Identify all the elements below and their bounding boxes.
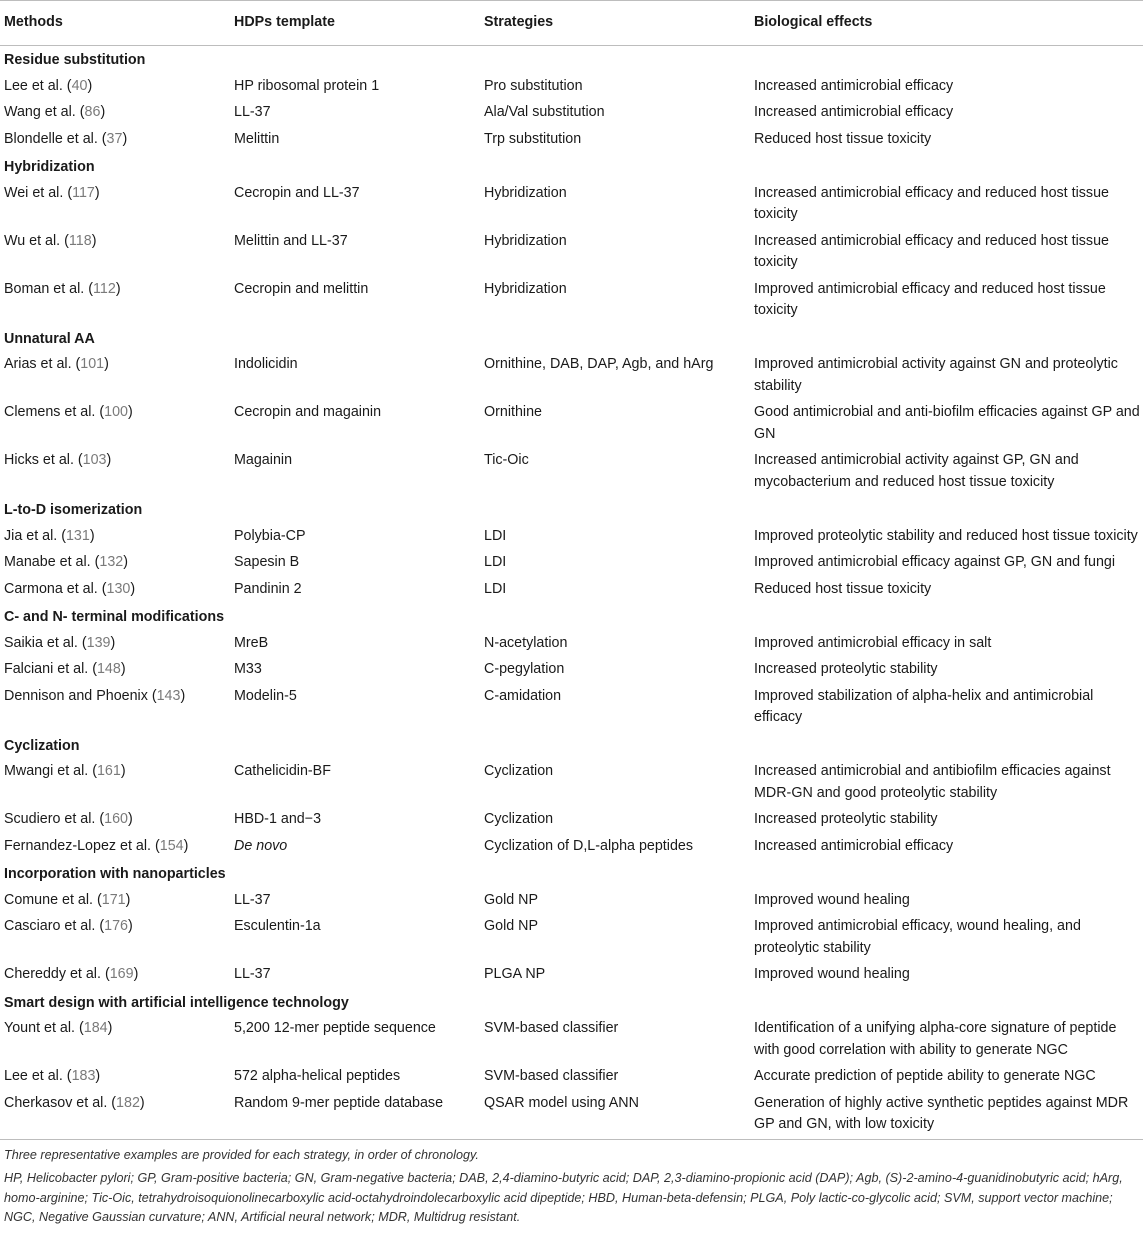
cell-effect: Increased proteolytic stability (754, 811, 938, 827)
cell-effect: Increased antimicrobial and antibiofilm efficacies against MDR-GN and good proteolytic stability (754, 763, 1111, 801)
author-text: Fernandez-Lopez et al. (4, 837, 152, 854)
cell-method: Wei et al. (117) (4, 184, 100, 201)
header-row (0, 1, 1143, 46)
author-text: Arias et al. (4, 356, 72, 372)
cell-template: LL-37 (234, 104, 271, 120)
cell-template: Melittin and LL-37 (234, 232, 348, 249)
cell-effect: Improved wound healing (754, 966, 910, 982)
table-row (0, 962, 1143, 989)
cell-method: Manabe et al. (132) (4, 554, 128, 570)
footnote-note: Three representative examples are provided for each strategy, in order of chronology. (4, 1147, 479, 1162)
reference-link[interactable]: 154 (159, 837, 184, 854)
author-text: Manabe et al. (4, 554, 91, 570)
cell-strategy: SVM-based classifier (484, 1068, 619, 1084)
cell-strategy: C-amidation (484, 687, 562, 704)
reference-link[interactable]: 101 (80, 356, 105, 372)
author-text: Clemens et al. (4, 404, 96, 420)
table-row (0, 1091, 1143, 1139)
cell-effect: Increased antimicrobial activity against GP, GN and mycobacterium and reduced host tissue toxicity (754, 452, 1079, 490)
cell-template: Melittin (234, 130, 280, 147)
cell-method: Carmona et al. (130) (4, 580, 136, 597)
author-text: Carmona et al. (4, 580, 98, 597)
cell-template: Sapesin B (234, 554, 300, 570)
author-text: Cherkasov et al. (4, 1094, 108, 1111)
author-text: Falciani et al. (4, 661, 89, 677)
cell-method: Chereddy et al. (169) (4, 966, 139, 982)
reference-link[interactable]: 132 (99, 554, 124, 570)
cell-strategy: Ornithine (484, 404, 543, 420)
section-header-row (0, 153, 1143, 181)
table-footnotes (0, 1139, 1143, 1228)
section-header-row (0, 325, 1143, 353)
table-row (0, 229, 1143, 277)
cell-template: HBD-1 and−3 (234, 811, 322, 827)
reference-link[interactable]: 112 (93, 280, 116, 297)
reference-link[interactable]: 184 (83, 1020, 108, 1036)
table-row (0, 448, 1143, 496)
cell-effect: Good antimicrobial and anti-biofilm efficacies against GP and GN (754, 404, 1140, 442)
cell-method: Boman et al. (112) (4, 280, 121, 297)
section-header-row (0, 860, 1143, 888)
section-title: Cyclization (4, 737, 80, 754)
author-text: Scudiero et al. (4, 811, 96, 827)
cell-strategy: Cyclization (484, 811, 554, 827)
cell-effect: Improved proteolytic stability and reduced host tissue toxicity (754, 527, 1138, 544)
cell-method: Casciaro et al. (176) (4, 918, 133, 934)
reference-link[interactable]: 161 (96, 763, 121, 779)
cell-method: Arias et al. (101) (4, 356, 109, 372)
table-row (0, 127, 1143, 154)
cell-template: M33 (234, 661, 262, 677)
cell-effect: Increased antimicrobial efficacy (754, 837, 954, 854)
author-text: Wei et al. (4, 184, 64, 201)
author-text: Comune et al. (4, 891, 94, 908)
reference-link[interactable]: 148 (96, 661, 121, 677)
cell-template: Modelin-5 (234, 687, 297, 704)
cell-template: 572 alpha-helical peptides (234, 1068, 401, 1084)
author-text: Blondelle et al. (4, 130, 98, 147)
cell-strategy: SVM-based classifier (484, 1020, 619, 1036)
cell-strategy: Cyclization of D,L-alpha peptides (484, 837, 694, 854)
cell-effect: Identification of a unifying alpha-core signature of peptide with good correlation with ability to generate NGC (754, 1020, 1117, 1058)
table-row (0, 834, 1143, 861)
cell-strategy: Ornithine, DAB, DAP, Agb, and hArg (484, 356, 714, 372)
author-text: Jia et al. (4, 527, 58, 544)
author-text: Chereddy et al. (4, 966, 101, 982)
cell-effect: Accurate prediction of peptide ability to generate NGC (754, 1068, 1096, 1084)
author-text: Mwangi et al. (4, 763, 89, 779)
author-text: Wu et al. (4, 232, 61, 249)
section-header-row (0, 603, 1143, 631)
cell-method: Hicks et al. (103) (4, 452, 112, 468)
cell-strategy: N-acetylation (484, 634, 568, 651)
cell-method: Lee et al. (40) (4, 77, 93, 94)
cell-template: Cecropin and magainin (234, 404, 382, 420)
table-row (0, 550, 1143, 577)
cell-strategy: Gold NP (484, 891, 539, 908)
cell-effect: Improved antimicrobial activity against GN and proteolytic stability (754, 356, 1118, 394)
cell-method: Saikia et al. (139) (4, 634, 116, 651)
cell-template: HP ribosomal protein 1 (234, 77, 380, 94)
reference-link[interactable]: 171 (101, 891, 126, 908)
cell-template: De novo (234, 837, 288, 854)
cell-strategy: Hybridization (484, 280, 567, 297)
cell-method: Scudiero et al. (160) (4, 811, 133, 827)
section-title: C- and N- terminal modifications (4, 609, 225, 625)
cell-strategy: LDI (484, 554, 507, 570)
author-text: Dennison and Phoenix (4, 687, 148, 704)
author-text: Hicks et al. (4, 452, 74, 468)
table-row (0, 684, 1143, 732)
cell-strategy: Ala/Val substitution (484, 104, 605, 120)
cell-strategy: Gold NP (484, 918, 539, 934)
cell-strategy: QSAR model using ANN (484, 1094, 639, 1111)
cell-method: Jia et al. (131) (4, 527, 95, 544)
footnote-abbreviations: HP, Helicobacter pylori; GP, Gram-positive bacteria; GN, Gram-negative bacteria; DAB, 2,4-diamino-butyric acid; DAP, 2,3-diamino-propionic acid (DAP); Agb, (S)-2-amino-4-guanidinobutyric acid; hArg, homo-arginine; Tic-Oic, tetrahydroisoquionolinecarboxylic acid-octahydroindolecarboxylic acid dipeptide; HBD, Human-beta-defensin; PLGA, Poly lactic-co-glycolic acid; SVM, support vector machine; NGC, Negative Gaussian curvature; ANN, Artificial neural network; MDR, Multidrug resistant. (4, 1171, 1123, 1224)
section-title: Smart design with artificial intelligence technology (4, 994, 349, 1011)
section-header-row (0, 732, 1143, 760)
cell-method: Falciani et al. (148) (4, 661, 126, 677)
table-row (0, 277, 1143, 325)
cell-template: Esculentin-1a (234, 918, 321, 934)
cell-effect: Increased antimicrobial efficacy (754, 104, 954, 120)
reference-link[interactable]: 37 (106, 130, 123, 147)
cell-strategy: Tic-Oic (484, 452, 529, 468)
cell-template: Indolicidin (234, 356, 298, 372)
cell-effect: Reduced host tissue toxicity (754, 130, 932, 147)
cell-template: Cecropin and LL-37 (234, 184, 360, 201)
table-row (0, 524, 1143, 551)
table-body (0, 46, 1143, 1139)
cell-method: Cherkasov et al. (182) (4, 1094, 145, 1111)
cell-effect: Reduced host tissue toxicity (754, 580, 932, 597)
table-row (0, 400, 1143, 448)
reference-link[interactable]: 176 (104, 918, 128, 934)
table-row (0, 759, 1143, 807)
cell-method: Mwangi et al. (161) (4, 763, 126, 779)
table-row (0, 631, 1143, 658)
reference-link[interactable]: 117 (72, 184, 95, 201)
cell-effect: Generation of highly active synthetic peptides against MDR GP and GN, with low toxicity (754, 1094, 1129, 1132)
header-hdps-template: HDPs template (230, 1, 480, 46)
header-methods: Methods (0, 1, 230, 46)
cell-strategy: Hybridization (484, 232, 567, 249)
header-biological-effects: Biological effects (750, 1, 1143, 46)
cell-effect: Improved wound healing (754, 891, 910, 908)
reference-link[interactable]: 118 (68, 232, 92, 249)
reference-link[interactable]: 139 (86, 634, 111, 651)
reference-link[interactable]: 143 (156, 687, 181, 704)
cell-method: Yount et al. (184) (4, 1020, 113, 1036)
header-strategies: Strategies (480, 1, 750, 46)
reference-link[interactable]: 103 (82, 452, 107, 468)
cell-template: LL-37 (234, 966, 271, 982)
cell-method: Wu et al. (118) (4, 232, 97, 249)
reference-link[interactable]: 131 (65, 527, 90, 544)
reference-link[interactable]: 182 (116, 1094, 140, 1111)
cell-strategy: Trp substitution (484, 130, 582, 147)
reference-link[interactable]: 86 (84, 104, 101, 120)
author-text: Wang et al. (4, 104, 76, 120)
cell-template: Cecropin and melittin (234, 280, 369, 297)
author-text: Casciaro et al. (4, 918, 96, 934)
cell-strategy: Cyclization (484, 763, 554, 779)
cell-template: Cathelicidin-BF (234, 763, 331, 779)
cell-template: Pandinin 2 (234, 580, 302, 597)
author-text: Lee et al. (4, 77, 63, 94)
reference-link[interactable]: 100 (104, 404, 128, 420)
cell-effect: Improved antimicrobial efficacy and reduced host tissue toxicity (754, 280, 1106, 318)
cell-method: Comune et al. (171) (4, 891, 131, 908)
cell-strategy: LDI (484, 527, 507, 544)
author-text: Saikia et al. (4, 634, 78, 651)
section-header-row (0, 496, 1143, 524)
reference-link[interactable]: 183 (71, 1068, 96, 1084)
cell-template: 5,200 12-mer peptide sequence (234, 1020, 436, 1036)
cell-template: Magainin (234, 452, 293, 468)
reference-link[interactable]: 169 (109, 966, 134, 982)
reference-link[interactable]: 160 (104, 811, 128, 827)
cell-effect: Improved antimicrobial efficacy in salt (754, 634, 992, 651)
cell-strategy: PLGA NP (484, 966, 546, 982)
table-row (0, 100, 1143, 127)
cell-template: MreB (234, 634, 269, 651)
table-row (0, 1064, 1143, 1091)
table-row (0, 888, 1143, 915)
author-text: Yount et al. (4, 1020, 76, 1036)
cell-template: Polybia-CP (234, 527, 306, 544)
cell-effect: Increased proteolytic stability (754, 661, 938, 677)
table-row (0, 577, 1143, 604)
section-title: Incorporation with nanoparticles (4, 866, 226, 882)
cell-strategy: Pro substitution (484, 77, 583, 94)
cell-effect: Improved antimicrobial efficacy, wound healing, and proteolytic stability (754, 918, 1081, 956)
section-title: L-to-D isomerization (4, 502, 143, 518)
table-row (0, 352, 1143, 400)
reference-link[interactable]: 130 (106, 580, 131, 597)
cell-method: Wang et al. (86) (4, 104, 106, 120)
section-header-row (0, 46, 1143, 74)
cell-strategy: C-pegylation (484, 661, 565, 677)
author-text: Lee et al. (4, 1068, 63, 1084)
cell-method: Fernandez-Lopez et al. (154) (4, 837, 189, 854)
cell-template: LL-37 (234, 891, 271, 908)
cell-method: Blondelle et al. (37) (4, 130, 128, 147)
section-title: Residue substitution (4, 52, 146, 68)
cell-effect: Improved antimicrobial efficacy against GP, GN and fungi (754, 554, 1116, 570)
cell-method: Dennison and Phoenix (143) (4, 687, 186, 704)
table-row (0, 181, 1143, 229)
table-row (0, 74, 1143, 101)
cell-effect: Increased antimicrobial efficacy and reduced host tissue toxicity (754, 232, 1109, 270)
cell-effect: Increased antimicrobial efficacy (754, 77, 954, 94)
table-row (0, 914, 1143, 962)
table-row (0, 657, 1143, 684)
cell-effect: Increased antimicrobial efficacy and reduced host tissue toxicity (754, 184, 1109, 222)
cell-strategy: LDI (484, 580, 507, 597)
author-text: Boman et al. (4, 280, 85, 297)
section-header-row (0, 989, 1143, 1017)
table-row (0, 807, 1143, 834)
cell-strategy: Hybridization (484, 184, 567, 201)
cell-method: Lee et al. (183) (4, 1068, 101, 1084)
cell-method: Clemens et al. (100) (4, 404, 133, 420)
section-title: Hybridization (4, 159, 95, 175)
cell-effect: Improved stabilization of alpha-helix and antimicrobial efficacy (754, 687, 1094, 725)
table-row (0, 1016, 1143, 1064)
section-title: Unnatural AA (4, 330, 95, 347)
cell-template: Random 9-mer peptide database (234, 1094, 444, 1111)
reference-link[interactable]: 40 (71, 77, 88, 94)
